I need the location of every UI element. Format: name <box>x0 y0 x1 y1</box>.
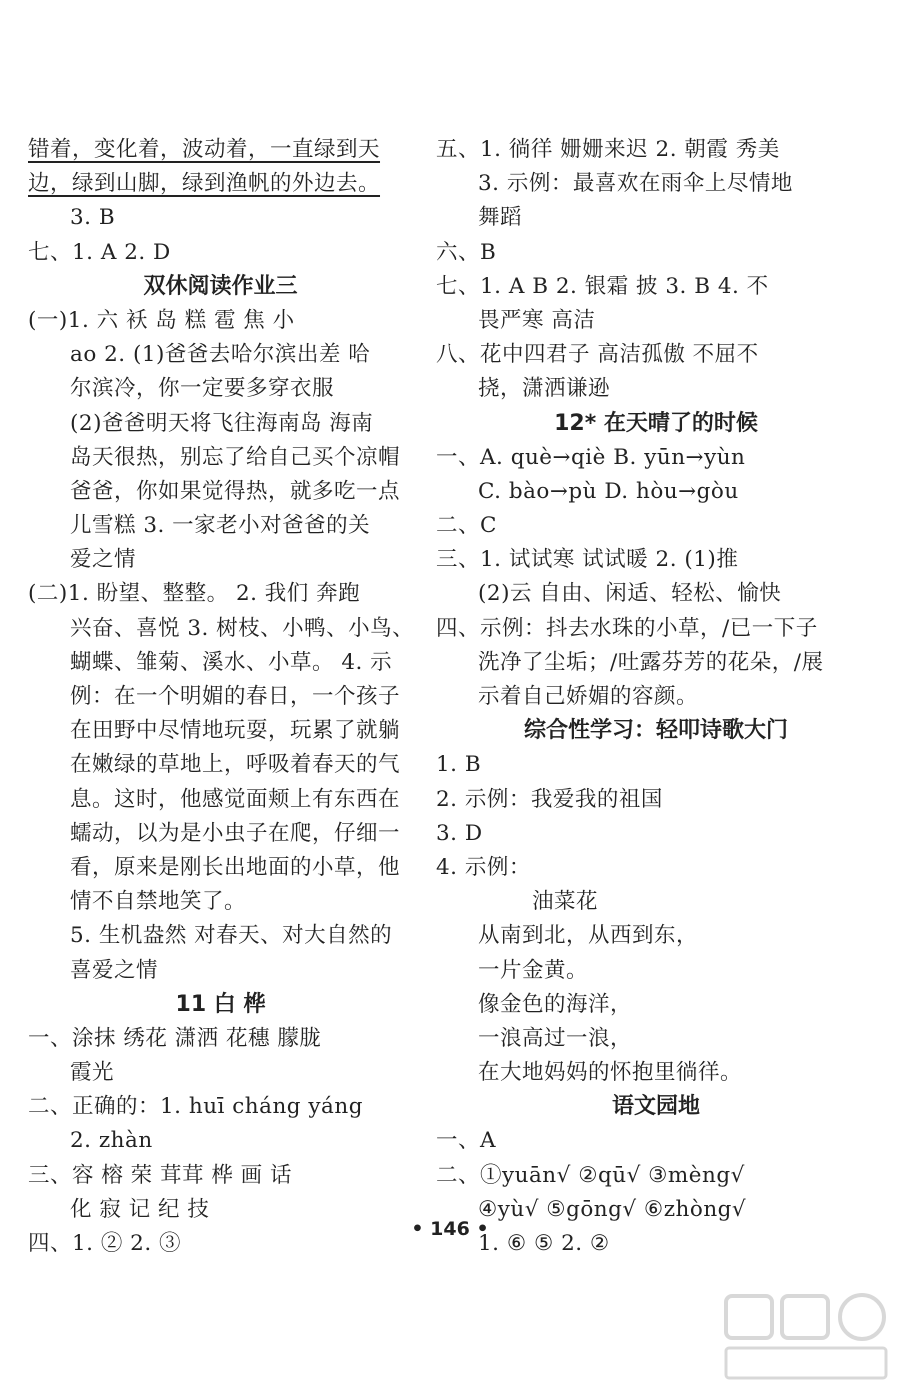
answer-line: 在田野中尽情地玩耍，玩累了就躺 <box>70 718 401 744</box>
section-title: 综合性学习：轻叩诗歌大门 <box>523 718 788 744</box>
answer-line: 霞光 <box>70 1060 115 1086</box>
answer-line: 边，绿到山脚，绿到渔帆的外边去。 <box>28 171 381 197</box>
poem-title: 油菜花 <box>532 889 599 915</box>
answer-line: 二、正确的：1. huī cháng yáng <box>28 1094 363 1120</box>
answer-line: 岛天很热，别忘了给自己买个凉帽 <box>70 444 401 470</box>
answer-line: 5. 生机盎然 对春天、对大自然的 <box>70 923 393 949</box>
answer-line: 化 寂 记 纪 技 <box>70 1196 210 1222</box>
poem-line: 在大地妈妈的怀抱里徜徉。 <box>478 1060 743 1086</box>
answer-line: 一、A. què→qiè B. yūn→yùn <box>436 444 746 470</box>
answer-line: 三、容 榕 荣 茸茸 桦 画 话 <box>28 1162 293 1188</box>
answer-line: 爸爸，你如果觉得热，就多吃一点 <box>70 478 401 504</box>
answer-line: 4. 示例： <box>436 854 531 880</box>
answer-line: ao 2. (1)爸爸去哈尔滨出差 哈 <box>70 342 371 368</box>
answer-line: (2)爸爸明天将飞往海南岛 海南 <box>70 410 374 436</box>
answer-line: 爱之情 <box>70 547 137 573</box>
answer-line: 三、1. 试试寒 试试暖 2. (1)推 <box>436 547 739 573</box>
answer-line: 七、1. A B 2. 银霜 披 3. B 4. 不 <box>436 273 769 299</box>
answer-line: 蝴蝶、雏菊、溪水、小草。 4. 示 <box>70 649 393 675</box>
answer-line: 息。这时，他感觉面颊上有东西在 <box>70 786 401 812</box>
answer-line: 儿雪糕 3. 一家老小对爸爸的关 <box>70 513 371 539</box>
answer-line: 二、①yuān√ ②qū√ ③mèng√ <box>436 1162 745 1188</box>
answer-line: 挠，潇洒谦逊 <box>478 376 611 402</box>
answer-line: 1. B <box>436 752 482 778</box>
answer-line: 在嫩绿的草地上，呼吸着春天的气 <box>70 752 401 778</box>
answer-line: 3. 示例：最喜欢在雨伞上尽情地 <box>478 171 793 197</box>
answer-line: 示着自己娇媚的容颜。 <box>478 684 699 709</box>
watermark-logo <box>722 1290 892 1384</box>
page-number: • 146 • <box>411 1218 489 1240</box>
answer-line: 五、1. 徜徉 姗姗来迟 2. 朝霞 秀美 <box>436 137 780 162</box>
answer-line: ④yù√ ⑤gōng√ ⑥zhòng√ <box>478 1196 747 1222</box>
answer-line: 看，原来是刚长出地面的小草，他 <box>70 854 401 880</box>
section-title: 语文园地 <box>611 1094 700 1120</box>
answer-line: 例：在一个明媚的春日，一个孩子 <box>70 684 401 709</box>
answer-line: 四、示例：抖去水珠的小草，/已一下子 <box>436 615 818 641</box>
section-title: 双休阅读作业三 <box>143 273 298 299</box>
answer-line: 一、涂抹 绣花 潇洒 花穗 朦胧 <box>28 1025 322 1051</box>
answer-line: 错着，变化着，波动着，一直绿到天 <box>28 137 381 162</box>
section-title: 12* 在天晴了的时候 <box>554 410 758 436</box>
answer-line: (一)1. 六 袄 岛 糕 雹 焦 小 <box>28 307 295 333</box>
answer-line: 二、C <box>436 513 497 539</box>
answer-line: (2)云 自由、闲适、轻松、愉快 <box>478 581 782 607</box>
answer-line: 3. B <box>70 205 116 231</box>
answer-line: 1. ⑥ ⑤ 2. ② <box>478 1231 610 1256</box>
answer-line: 四、1. ② 2. ③ <box>28 1231 182 1256</box>
answer-line: 3. D <box>436 820 483 846</box>
answer-line: 舞蹈 <box>478 205 523 231</box>
answer-line: 2. zhàn <box>70 1128 153 1154</box>
answer-line: 尔滨冷，你一定要多穿衣服 <box>70 376 335 402</box>
answer-line: 蠕动，以为是小虫子在爬，仔细一 <box>70 820 401 846</box>
answer-line: 洗净了尘垢；/吐露芬芳的花朵，/展 <box>478 649 824 675</box>
answer-line: 2. 示例：我爱我的祖国 <box>436 786 663 812</box>
poem-line: 从南到北，从西到东， <box>478 923 699 949</box>
answer-line: (二)1. 盼望、整整。 2. 我们 奔跑 <box>28 581 361 607</box>
answer-line: 八、花中四君子 高洁孤傲 不屈不 <box>436 342 759 368</box>
answer-line: 六、B <box>436 239 497 265</box>
poem-line: 一浪高过一浪， <box>478 1025 633 1051</box>
answer-line: 情不自禁地笑了。 <box>70 889 247 915</box>
answer-line: 七、1. A 2. D <box>28 239 171 265</box>
answer-line: 畏严寒 高洁 <box>478 307 596 333</box>
poem-line: 像金色的海洋， <box>478 991 633 1017</box>
answer-line: 兴奋、喜悦 3. 树枝、小鸭、小鸟、 <box>70 615 415 641</box>
right-column <box>436 133 876 1261</box>
poem-line: 一片金黄。 <box>478 957 589 983</box>
answer-line: C. bào→pù D. hòu→gòu <box>478 478 739 504</box>
answer-line: 一、A <box>436 1128 497 1154</box>
answer-line: 喜爱之情 <box>70 957 159 983</box>
section-title: 11 白 桦 <box>175 991 266 1017</box>
left-column <box>28 133 413 1261</box>
